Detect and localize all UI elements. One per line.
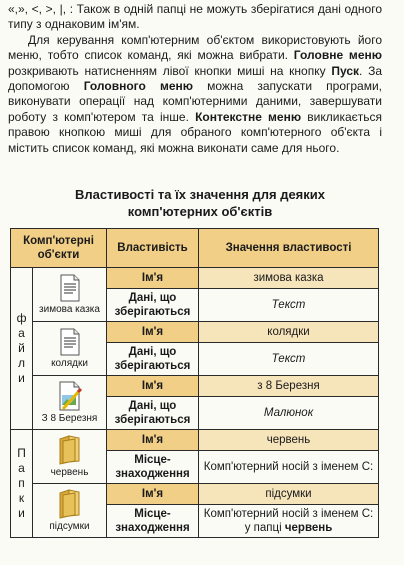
- property-data-value: Текст: [199, 343, 379, 376]
- table-title: Властивості та їх значення для деяких комп'ютерних об'єктів: [75, 187, 325, 219]
- location-text: Комп'ютерний носій з іменем С: у папці: [203, 508, 374, 534]
- object-label-5: підсумки: [49, 520, 90, 532]
- property-data-value: [199, 505, 379, 538]
- text-document-icon: [59, 274, 81, 302]
- object-cell-4: [33, 430, 107, 484]
- property-data-label: Дані, що зберігаються: [107, 343, 199, 376]
- table-header-row: [11, 229, 379, 268]
- property-name-label: Ім'я: [107, 322, 199, 343]
- property-name-value: колядки: [199, 322, 379, 343]
- header-objects: Комп'ютерні об'єкти: [11, 229, 107, 268]
- property-data-value: Комп'ютерний носій з іменем С:: [199, 451, 379, 484]
- group-folders-vertical: П а п к и: [17, 446, 26, 520]
- property-data-value: Малюнок: [199, 397, 379, 430]
- object-cell-5: [33, 484, 107, 538]
- group-files-vertical: ф а й л и: [16, 311, 27, 385]
- property-data-label: Дані, що зберігаються: [107, 289, 199, 322]
- object-cell-3: [33, 376, 107, 430]
- paragraph-2: [8, 33, 382, 156]
- group-folders-label: [11, 430, 33, 538]
- picture-document-icon: [57, 381, 83, 411]
- table-row: [11, 430, 379, 451]
- p2-text-i: викликається правою кнопкою миші для обраного комп'ютерного об'єкта і містить список команд, які можна виконати саме для нього.: [8, 109, 382, 155]
- property-name-label: Ім'я: [107, 268, 199, 289]
- property-data-value: Текст: [199, 289, 379, 322]
- property-name-value: з 8 Березня: [199, 376, 379, 397]
- group-files-label: [11, 268, 33, 430]
- table-row: [11, 484, 379, 505]
- property-name-label: Ім'я: [107, 376, 199, 397]
- property-name-label: Ім'я: [107, 484, 199, 505]
- property-data-label: Дані, що зберігаються: [107, 397, 199, 430]
- property-name-value: червень: [199, 430, 379, 451]
- table-row: [11, 376, 379, 397]
- property-name-label: Ім'я: [107, 430, 199, 451]
- object-label-1: зимова казка: [39, 303, 100, 315]
- properties-table: [10, 228, 379, 538]
- property-name-value: зимова казка: [199, 268, 379, 289]
- property-data-label: Місце-знаходження: [107, 451, 199, 484]
- paragraph-1: [8, 2, 382, 33]
- object-label-3: З 8 Березня: [41, 412, 98, 424]
- text-document-icon: [59, 328, 81, 356]
- context-menu-term: Контекстне меню: [195, 109, 302, 124]
- p2-text-a: Для керування комп'ютерним об'єктом використовують його меню, тобто список команд, які можна вибрати.: [8, 32, 382, 63]
- property-data-label: Місце-знаходження: [107, 505, 199, 538]
- location-folder-name: червень: [284, 522, 333, 534]
- header-property: Властивість: [107, 229, 199, 268]
- p2-text-g: можна запускати програми, виконувати операції над комп'ютерними даними, завершувати роботу з комп'ютером та інше.: [8, 79, 382, 124]
- start-term: Пуск: [331, 63, 360, 78]
- object-cell-2: [33, 322, 107, 376]
- object-cell-1: [33, 268, 107, 322]
- p2-text-e: . За допомогою: [8, 63, 383, 94]
- paragraph-1-text: «,», <, >, |, : Також в одній папці не можуть зберігатися дані одного типу з однаковим ім'ям.: [8, 2, 382, 32]
- folder-icon: [57, 435, 83, 465]
- table-row: [11, 322, 379, 343]
- body-text: [8, 2, 382, 156]
- main-menu-term-2: Головного меню: [83, 79, 194, 94]
- header-value: Значення властивості: [199, 229, 379, 268]
- object-label-2: колядки: [51, 357, 88, 369]
- property-name-value: підсумки: [199, 484, 379, 505]
- p2-text-c: розкривають натисненням лівої кнопки миші на кнопку: [8, 63, 332, 78]
- object-label-4: червень: [50, 466, 89, 478]
- main-menu-term: Головне меню: [293, 48, 382, 63]
- folder-icon: [57, 489, 83, 519]
- table-row: [11, 268, 379, 289]
